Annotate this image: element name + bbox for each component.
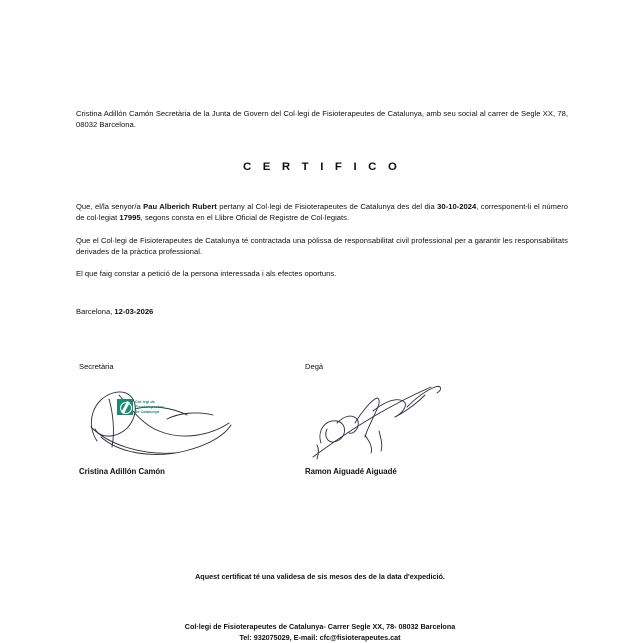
signature-role-secretary: Secretària [79,362,114,372]
stamp-text [135,400,164,414]
letterhead-line-2 [283,0,291,98]
certifico-heading: C E R T I F I C O [242,160,402,173]
stamp-line-2: Fisioterapeutes [135,403,164,409]
footer-contact: Tel: 932075029, E-mail: cfc@fisioterapeutes.cat [239,633,401,642]
footer-address: Col·legi de Fisioterapeutes de Catalunya- Carrer Segle XX, 78- 08032 Barcelona [184,622,456,631]
p1-text-4: , segons consta en el Llibre Oficial de Registre de Col·legiats. [140,213,350,223]
paragraph-insurance: Que el Col·legi de Fisioterapeutes de Catalunya té contractada una pòlissa de responsabilitat civil professional per a garantir les responsabilitats derivades de la pràctica professional. [76,235,568,257]
stamp-line-1: Col·legi de [135,399,155,405]
handwritten-signature-secretary [79,379,249,471]
p1-text-2: pertany al Col·legi de Fisioterapeutes de Catalunya des del dia [216,201,438,211]
letterhead-line-1 [292,0,300,98]
membership-date: 30-10-2024 [437,201,477,211]
signature-name-secretary: Cristina Adillón Camón [79,467,165,477]
signature-block-secretary [79,361,309,477]
issue-date: 12-03-2026 [114,306,154,316]
document-content [76,108,568,481]
paragraph-purpose: El que faig constar a petició de la persona interessada i als efectes oportuns. [76,269,337,279]
intro-paragraph: Cristina Adillón Camón Secretària de la Junta de Govern del Col·legi de Fisioterapeutes de Catalunya, amb seu social al carrer de Segle XX, 78, 08032 Barcelona. [76,109,568,130]
handwritten-signature-dean [303,379,453,469]
validity-note: Aquest certificat té una validesa de sis mesos des de la data d'expedició. [195,572,445,581]
p1-text-3: , corresponent-li el número de col·legiat [76,201,568,223]
p1-text-1: Que, el/la senyor/a [76,201,144,211]
college-stamp [117,399,164,415]
paragraph-membership [76,201,568,224]
stamp-line-3: de Catalunya [135,408,160,414]
date-line [76,306,568,317]
signature-block-dean [305,361,535,477]
membership-number: 17995 [119,213,141,223]
member-name: Pau Alberich Rubert [143,201,217,211]
signature-row [76,361,568,481]
signature-role-dean: Degà [305,362,324,372]
letterhead-line-3 [275,0,283,98]
letterhead-rotated-address [266,0,300,98]
college-logo-icon [117,399,133,415]
letterhead-line-4 [266,0,274,98]
date-city: Barcelona, [76,306,115,316]
signature-name-dean: Ramon Aiguadé Aiguadé [305,467,397,477]
